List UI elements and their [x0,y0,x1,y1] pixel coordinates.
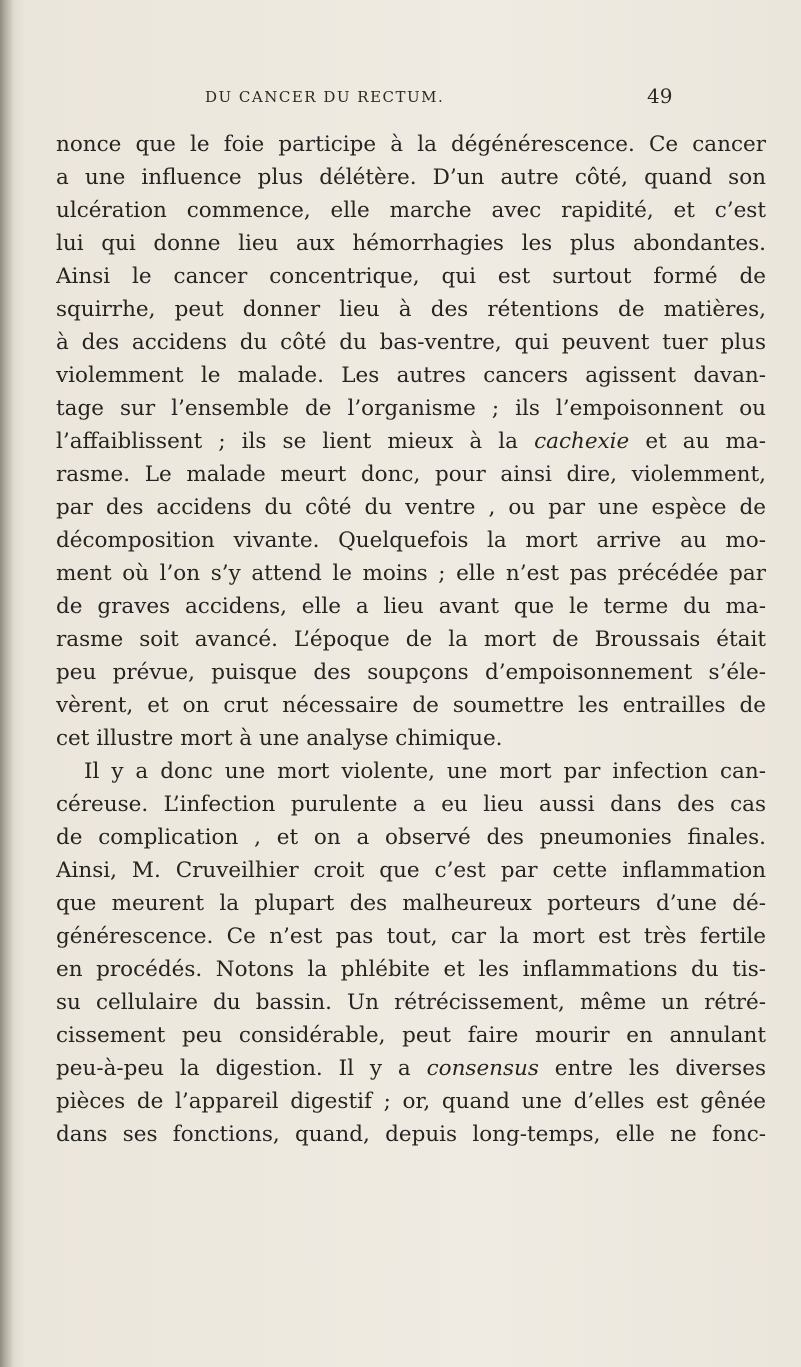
text-line: dans ses fonctions, quand, depuis long-temps, elle ne fonc- [56,1122,766,1147]
body-text [56,128,766,1151]
text-line: céreuse. L’infection purulente a eu lieu aussi dans des cas [56,792,766,817]
text-line [56,425,766,458]
text-line: décomposition vivante. Quelquefois la mort arrive au mo- [56,528,766,553]
text-line: pièces de l’appareil digestif ; or, quand une d’elles est gênée [56,1089,766,1114]
text-line: générescence. Ce n’est pas tout, car la mort est très fertile [56,924,766,949]
text-line: que meurent la plupart des malheureux porteurs d’une dé- [56,891,766,916]
text-line [56,1052,766,1085]
text-line: ulcération commence, elle marche avec rapidité, et c’est [56,198,766,223]
italic-term: cachexie [534,429,630,454]
page-number: 49 [647,84,673,108]
text-line: a une influence plus délétère. D’un autre côté, quand son [56,165,766,190]
text-line: à des accidens du côté du bas-ventre, qui peuvent tuer plus [56,330,766,355]
text-segment: et au ma- [629,429,766,454]
text-line: en procédés. Notons la phlébite et les inflammations du tis- [56,957,766,982]
text-segment: l’affaiblissent ; ils se lient mieux à la [56,429,535,454]
text-line: par des accidens du côté du ventre , ou par une espèce de [56,495,766,520]
text-line-paragraph-start: Il y a donc une mort violente, une mort par infection can- [84,759,766,784]
text-line: Ainsi le cancer concentrique, qui est surtout formé de [56,264,766,289]
running-title: DU CANCER DU RECTUM. [205,88,445,106]
text-line: tage sur l’ensemble de l’organisme ; ils l’empoisonnent ou [56,396,766,421]
text-line-paragraph-end: cet illustre mort à une analyse chimique. [56,726,503,751]
text-line: squirrhe, peut donner lieu à des rétentions de matières, [56,297,766,322]
text-line: rasme. Le malade meurt donc, pour ainsi dire, violemment, [56,462,766,487]
text-line: violemment le malade. Les autres cancers agissent davan- [56,363,766,388]
text-segment: entre les diverses [538,1056,766,1081]
text-line: de graves accidens, elle a lieu avant que le terme du ma- [56,594,766,619]
text-line: Ainsi, M. Cruveilhier croit que c’est par cette inflammation [56,858,766,883]
page-spine-shadow [0,0,14,1367]
text-line: nonce que le foie participe à la dégénérescence. Ce cancer [56,132,766,157]
text-line: vèrent, et on crut nécessaire de soumettre les entrailles de [56,693,766,718]
text-line: ment où l’on s’y attend le moins ; elle n’est pas précédée par [56,561,766,586]
text-line: lui qui donne lieu aux hémorrhagies les plus abondantes. [56,231,766,256]
text-segment: peu-à-peu la digestion. Il y a [56,1056,427,1081]
italic-term: consensus [426,1056,539,1081]
text-line: cissement peu considérable, peut faire mourir en annulant [56,1023,766,1048]
text-line: rasme soit avancé. L’époque de la mort de Broussais était [56,627,766,652]
text-line: peu prévue, puisque des soupçons d’empoisonnement s’éle- [56,660,766,685]
text-line: su cellulaire du bassin. Un rétrécissement, même un rétré- [56,990,766,1015]
text-line: de complication , et on a observé des pneumonies finales. [56,825,766,850]
